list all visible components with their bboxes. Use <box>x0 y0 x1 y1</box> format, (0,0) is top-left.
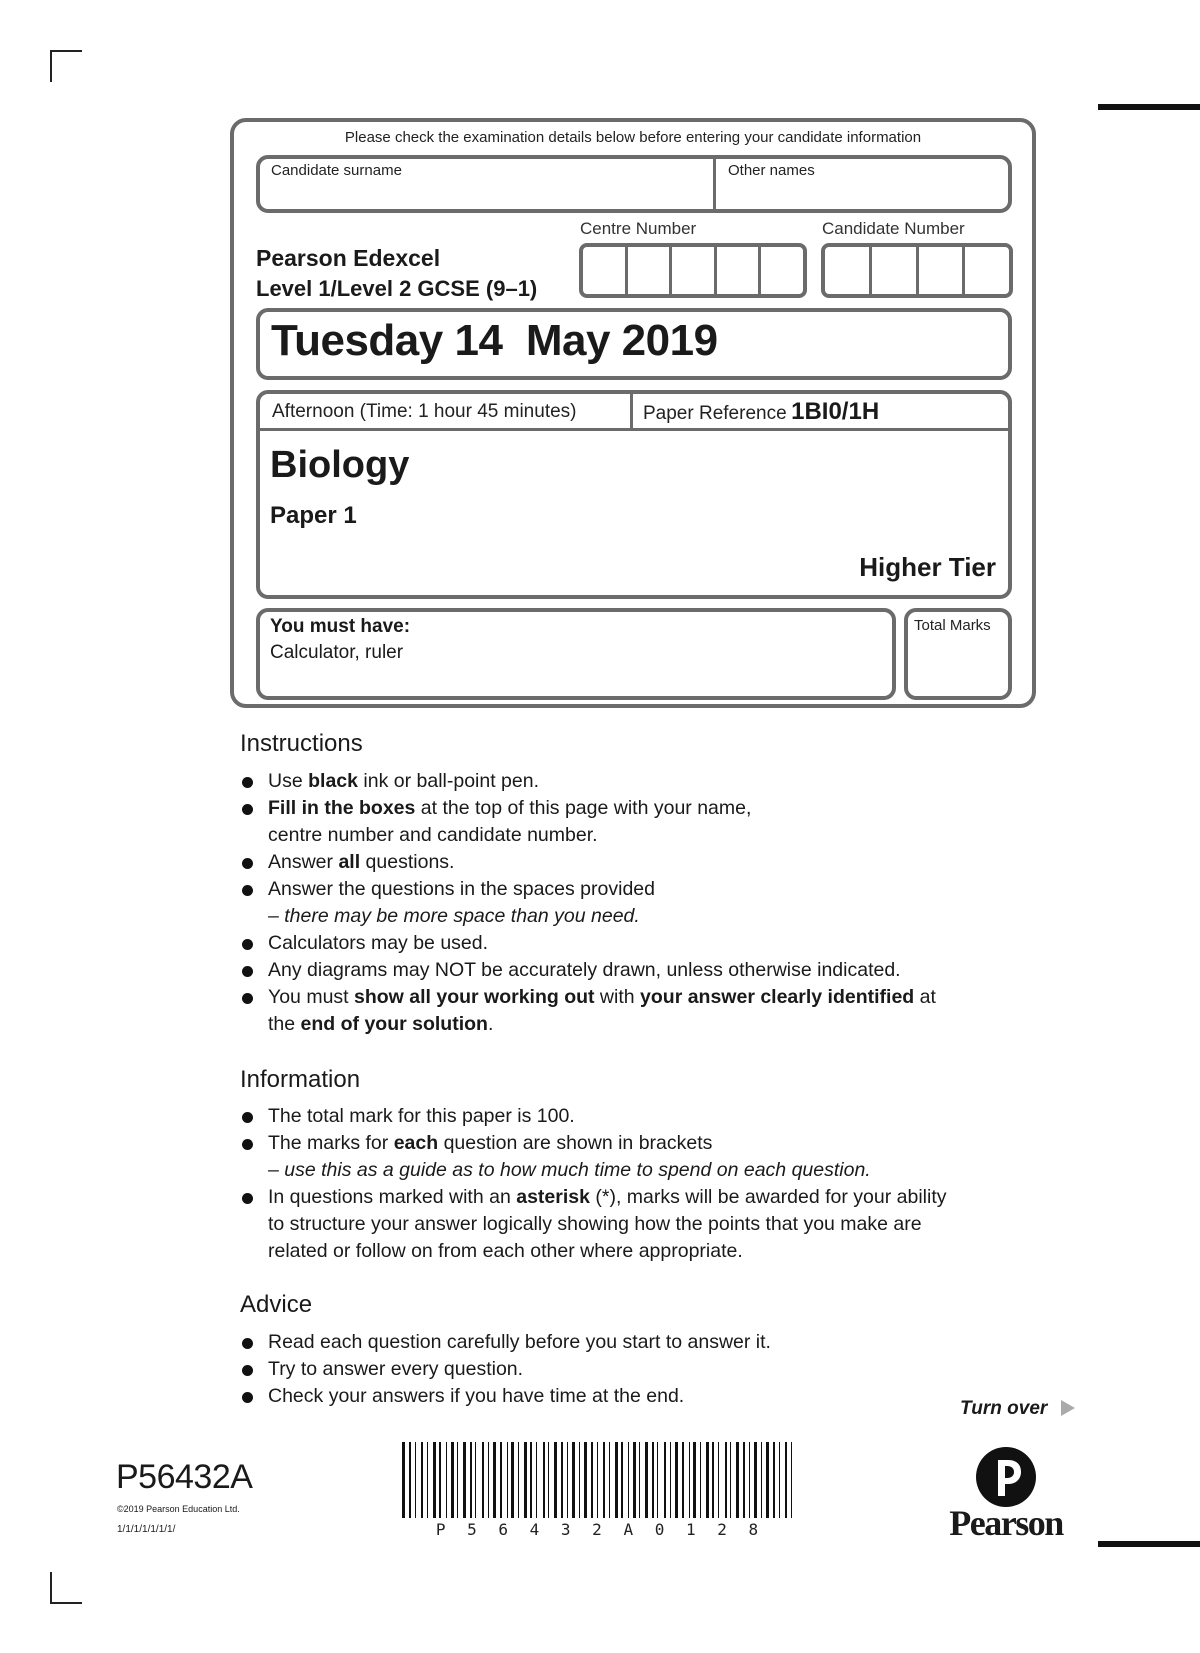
paper-code: P56432A <box>116 1458 253 1496</box>
list-item: Calculators may be used. <box>240 930 936 957</box>
list-item: Answer the questions in the spaces provided – there may be more space than you need. <box>240 876 936 930</box>
qualification-level: Level 1/Level 2 GCSE (9–1) <box>256 276 538 301</box>
list-item: Check your answers if you have time at the end. <box>240 1383 771 1410</box>
pearson-logo-icon <box>975 1446 1037 1508</box>
list-item: In questions marked with an asterisk (*), marks will be awarded for your ability to structure your answer logically showing how the points that you make are related or follow on from each other where appropriate. <box>240 1184 947 1265</box>
candidate-number-boxes[interactable] <box>821 243 1013 298</box>
paper-number: Paper 1 <box>270 502 357 529</box>
exam-session: Afternoon (Time: 1 hour 45 minutes) <box>272 401 577 422</box>
list-item: You must show all your working out with your answer clearly identified at the end of your solution. <box>240 984 936 1038</box>
other-names-label: Other names <box>728 162 815 179</box>
crop-mark-top-left-v <box>50 50 52 82</box>
edge-bar-bottom <box>1098 1541 1200 1547</box>
information-list <box>240 1103 947 1265</box>
details-separator <box>258 428 1010 431</box>
centre-number-boxes[interactable] <box>579 243 807 298</box>
exam-board: Pearson Edexcel <box>256 245 441 271</box>
print-code: 1/1/1/1/1/1/1/ <box>117 1524 176 1535</box>
barcode-icon <box>402 1442 798 1522</box>
paper-reference <box>643 398 879 426</box>
candidate-number-cell[interactable] <box>919 247 966 294</box>
candidate-number-cell[interactable] <box>872 247 919 294</box>
edge-bar-top <box>1098 104 1200 110</box>
centre-number-cell[interactable] <box>628 247 673 294</box>
instructions-list <box>240 768 936 1038</box>
session-divider <box>630 392 633 429</box>
list-item: The total mark for this paper is 100. <box>240 1103 947 1130</box>
must-have-label: You must have: <box>270 616 411 637</box>
candidate-number-label: Candidate Number <box>822 219 965 238</box>
total-marks-label: Total Marks <box>914 617 991 634</box>
list-item: Use black ink or ball-point pen. <box>240 768 936 795</box>
paper-reference-code: 1BI0/1H <box>791 398 880 425</box>
advice-list <box>240 1329 771 1410</box>
paper-reference-label: Paper Reference <box>643 403 787 424</box>
check-notice: Please check the examination details below before entering your candidate information <box>344 129 922 146</box>
centre-number-cell[interactable] <box>672 247 717 294</box>
crop-mark-top-left-h <box>50 50 82 52</box>
barcode-text: P 5 6 4 3 2 A 0 1 2 8 <box>435 1520 765 1539</box>
crop-mark-bottom-left-v <box>50 1572 52 1604</box>
list-item: Any diagrams may NOT be accurately drawn, unless otherwise indicated. <box>240 957 936 984</box>
list-item: Read each question carefully before you start to answer it. <box>240 1329 771 1356</box>
centre-number-cell[interactable] <box>717 247 762 294</box>
list-item: Try to answer every question. <box>240 1356 771 1383</box>
centre-number-label: Centre Number <box>580 219 697 238</box>
candidate-number-cell[interactable] <box>825 247 872 294</box>
must-have-items: Calculator, ruler <box>270 642 404 663</box>
copyright: ©2019 Pearson Education Ltd. <box>117 1504 240 1514</box>
list-item: Fill in the boxes at the top of this page with your name, centre number and candidate number. <box>240 795 936 849</box>
list-item: Answer all questions. <box>240 849 936 876</box>
instructions-heading: Instructions <box>240 730 363 757</box>
centre-number-cell[interactable] <box>761 247 803 294</box>
name-divider <box>713 157 716 211</box>
information-heading: Information <box>240 1066 361 1093</box>
centre-number-cell[interactable] <box>583 247 628 294</box>
turn-over-label: Turn over <box>960 1398 1048 1419</box>
advice-heading: Advice <box>240 1291 313 1318</box>
pearson-wordmark: Pearson <box>949 1503 1063 1543</box>
exam-date: Tuesday 14 May 2019 <box>271 316 718 365</box>
tier: Higher Tier <box>859 552 996 582</box>
play-arrow-icon <box>1061 1400 1075 1416</box>
list-item: The marks for each question are shown in brackets – use this as a guide as to how much time to spend on each question. <box>240 1130 947 1184</box>
turn-over <box>960 1398 1075 1420</box>
crop-mark-bottom-left-h <box>50 1602 82 1604</box>
candidate-surname-label: Candidate surname <box>271 162 402 179</box>
candidate-number-cell[interactable] <box>965 247 1009 294</box>
subject-title: Biology <box>270 444 410 486</box>
